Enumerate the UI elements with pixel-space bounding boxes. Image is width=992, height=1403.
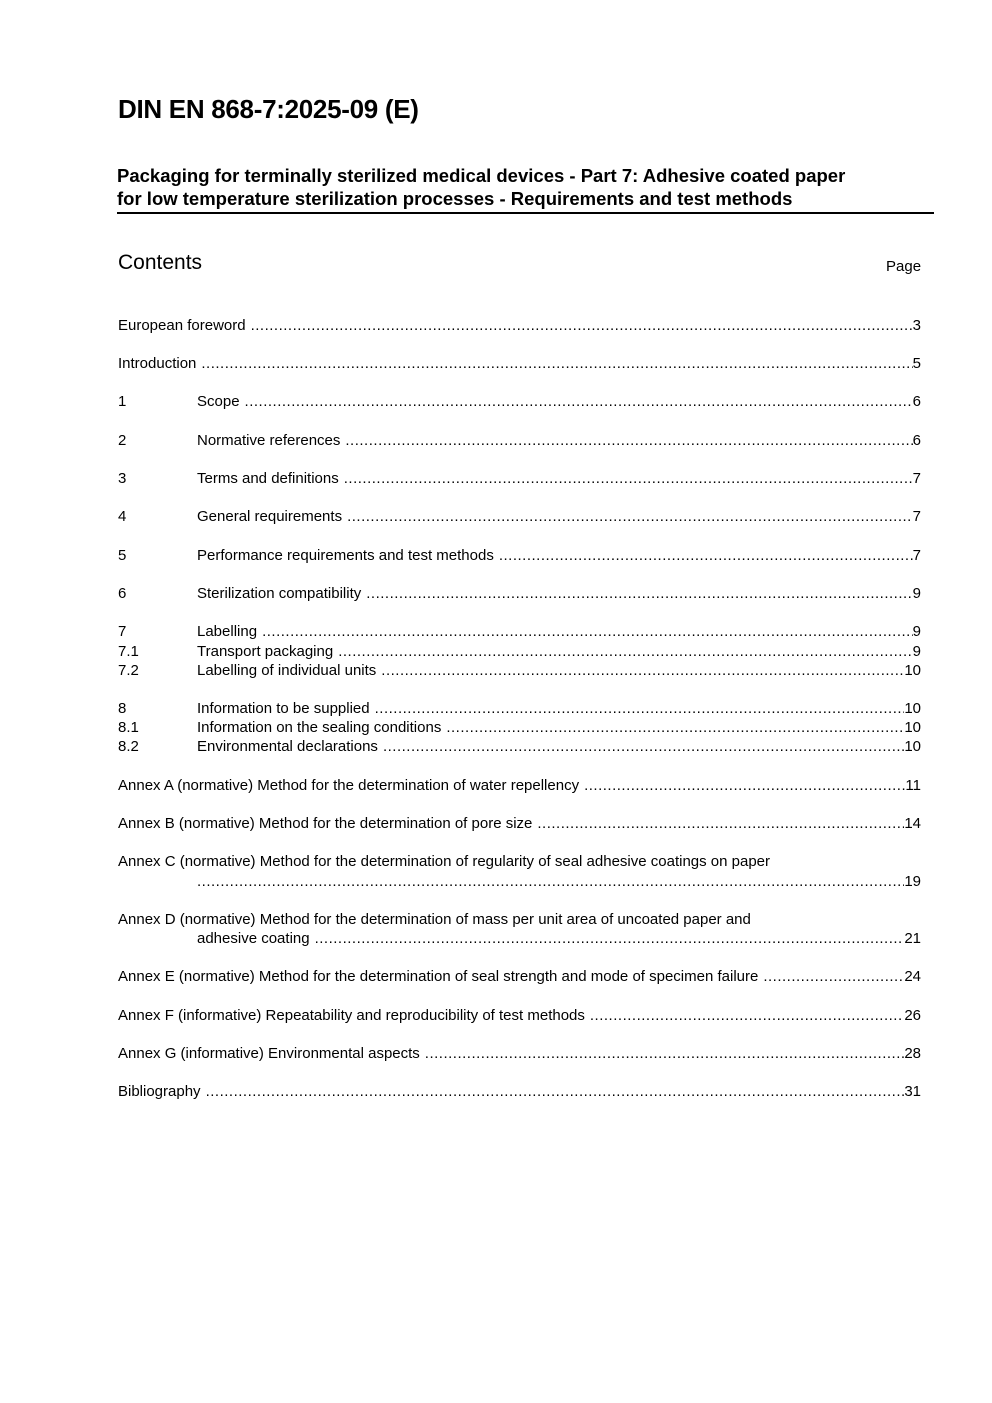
leader-dots bbox=[251, 316, 913, 335]
toc-entry-annex-f[interactable] bbox=[118, 1006, 921, 1025]
leader-dots bbox=[383, 737, 904, 756]
toc-entry-number: 8.2 bbox=[118, 738, 139, 755]
leader-dots bbox=[446, 718, 904, 737]
toc-entry-page: 28 bbox=[904, 1045, 921, 1062]
leader-dots bbox=[201, 354, 912, 373]
toc-entry-page: 21 bbox=[904, 930, 921, 947]
toc-entry-number: 8.1 bbox=[118, 719, 139, 736]
toc-entry-number: 4 bbox=[118, 508, 127, 525]
toc-entry-text: General requirements bbox=[197, 508, 343, 525]
toc-entry-page: 10 bbox=[904, 662, 921, 679]
toc-entry-annex-a[interactable] bbox=[118, 776, 921, 795]
toc-entry-text: Labelling bbox=[197, 623, 258, 640]
toc-entry-text: Annex B (normative) Method for the determination of pore size bbox=[118, 815, 533, 832]
toc-entry-text: Performance requirements and test methods bbox=[197, 547, 494, 564]
toc-entry-page: 9 bbox=[912, 643, 921, 660]
toc-entry-annex-g[interactable] bbox=[118, 1044, 921, 1063]
toc-entry-environmental-declarations[interactable] bbox=[118, 737, 921, 756]
toc-entry-page: 3 bbox=[912, 317, 921, 334]
toc-entry-text: Annex D (normative) Method for the determination of mass per unit area of uncoated paper and bbox=[118, 911, 751, 928]
toc-entry-text: Annex A (normative) Method for the determination of water repellency bbox=[118, 777, 580, 794]
toc-entry-text: Transport packaging bbox=[197, 643, 334, 660]
toc-entry-number: 7 bbox=[118, 623, 127, 640]
toc-entry-text: Information on the sealing conditions bbox=[197, 719, 442, 736]
toc-entry-sterilization-compatibility[interactable] bbox=[118, 584, 921, 603]
toc-entry-text: Normative references bbox=[197, 432, 341, 449]
toc-entry-number: 2 bbox=[118, 432, 127, 449]
toc-entry-sealing-conditions[interactable] bbox=[118, 718, 921, 737]
toc-entry-page: 10 bbox=[904, 719, 921, 736]
leader-dots bbox=[590, 1006, 904, 1025]
toc-entry-general-requirements[interactable] bbox=[118, 507, 921, 526]
leader-dots bbox=[344, 469, 913, 488]
toc-entry-text: Annex E (normative) Method for the determination of seal strength and mode of specimen failure bbox=[118, 968, 759, 985]
toc-entry-text: Terms and definitions bbox=[197, 470, 339, 487]
toc-entry-annex-c[interactable] bbox=[118, 852, 921, 871]
contents-heading: Contents bbox=[118, 251, 203, 274]
toc-entry-scope[interactable] bbox=[118, 392, 921, 411]
toc-entry-annex-d-continuation[interactable] bbox=[118, 929, 921, 948]
toc-entry-text: Introduction bbox=[118, 355, 197, 372]
toc-entry-page: 31 bbox=[904, 1083, 921, 1100]
toc-entry-page: 10 bbox=[904, 738, 921, 755]
leader-dots bbox=[375, 699, 905, 718]
toc-entry-page: 9 bbox=[912, 585, 921, 602]
toc-entry-number: 1 bbox=[118, 393, 127, 410]
toc-entry-page: 7 bbox=[912, 508, 921, 525]
leader-dots bbox=[345, 431, 912, 450]
toc-entry-text: Environmental declarations bbox=[197, 738, 378, 755]
leader-dots bbox=[425, 1044, 905, 1063]
leader-dots bbox=[197, 872, 904, 891]
toc-entry-text: Scope bbox=[197, 393, 240, 410]
toc-entry-text: Bibliography bbox=[118, 1083, 201, 1100]
leader-dots bbox=[262, 622, 913, 641]
toc-entry-continuation: adhesive coating bbox=[197, 930, 310, 947]
toc-entry-page: 24 bbox=[904, 968, 921, 985]
document-title bbox=[117, 164, 934, 214]
toc-entry-page: 9 bbox=[912, 623, 921, 640]
toc-entry-page: 14 bbox=[904, 815, 921, 832]
toc-entry-text: Labelling of individual units bbox=[197, 662, 377, 679]
title-line-1: Packaging for terminally sterilized medical devices - Part 7: Adhesive coated paper bbox=[117, 165, 846, 186]
toc-entry-text: European foreword bbox=[118, 317, 246, 334]
toc-entry-number: 5 bbox=[118, 547, 127, 564]
leader-dots bbox=[499, 546, 913, 565]
leader-dots bbox=[315, 929, 905, 948]
toc-entry-european-foreword[interactable] bbox=[118, 316, 921, 335]
toc-entry-text: Information to be supplied bbox=[197, 700, 370, 717]
toc-entry-number: 7.2 bbox=[118, 662, 139, 679]
toc-entry-text: Annex C (normative) Method for the determination of regularity of seal adhesive coatings on paper bbox=[118, 853, 771, 870]
leader-dots bbox=[584, 776, 905, 795]
toc-entry-text: Annex G (informative) Environmental aspects bbox=[118, 1045, 420, 1062]
toc-entry-page: 11 bbox=[905, 777, 921, 794]
toc-entry-transport-packaging[interactable] bbox=[118, 642, 921, 661]
toc-entry-number: 8 bbox=[118, 700, 127, 717]
leader-dots bbox=[381, 661, 904, 680]
toc-entry-bibliography[interactable] bbox=[118, 1082, 921, 1101]
toc-entry-labelling-individual-units[interactable] bbox=[118, 661, 921, 680]
toc-entry-number: 6 bbox=[118, 585, 127, 602]
leader-dots bbox=[338, 642, 912, 661]
toc-entry-annex-c-continuation[interactable] bbox=[118, 872, 921, 891]
toc-entry-annex-d[interactable] bbox=[118, 910, 921, 929]
document-id: DIN EN 868-7:2025-09 (E) bbox=[118, 94, 419, 124]
toc-entry-number: 3 bbox=[118, 470, 127, 487]
toc-entry-page: 26 bbox=[904, 1007, 921, 1024]
toc-entry-text: Annex F (informative) Repeatability and reproducibility of test methods bbox=[118, 1007, 585, 1024]
toc-entry-normative-references[interactable] bbox=[118, 431, 921, 450]
toc-entry-page: 5 bbox=[912, 355, 921, 372]
toc-entry-page: 6 bbox=[912, 393, 921, 410]
toc-entry-page: 10 bbox=[904, 700, 921, 717]
leader-dots bbox=[245, 392, 913, 411]
toc-entry-performance-requirements[interactable] bbox=[118, 546, 921, 565]
toc-entry-number: 7.1 bbox=[118, 643, 139, 660]
leader-dots bbox=[206, 1082, 905, 1101]
toc-entry-information-to-be-supplied[interactable] bbox=[118, 699, 921, 718]
leader-dots bbox=[347, 507, 913, 526]
toc-entry-introduction[interactable] bbox=[118, 354, 921, 373]
title-line-2: for low temperature sterilization processes - Requirements and test methods bbox=[117, 188, 793, 209]
toc-entry-annex-b[interactable] bbox=[118, 814, 921, 833]
toc-entry-page: 7 bbox=[912, 547, 921, 564]
toc-entry-annex-e[interactable] bbox=[118, 967, 921, 986]
toc-entry-labelling[interactable] bbox=[118, 622, 921, 641]
page-column-heading: Page bbox=[886, 258, 922, 275]
toc-entry-page: 7 bbox=[912, 470, 921, 487]
leader-dots bbox=[763, 967, 904, 986]
toc-entry-page: 19 bbox=[904, 873, 921, 890]
toc-entry-terms-and-definitions[interactable] bbox=[118, 469, 921, 488]
leader-dots bbox=[366, 584, 912, 603]
toc-entry-page: 6 bbox=[912, 432, 921, 449]
toc-entry-text: Sterilization compatibility bbox=[197, 585, 362, 602]
leader-dots bbox=[537, 814, 904, 833]
